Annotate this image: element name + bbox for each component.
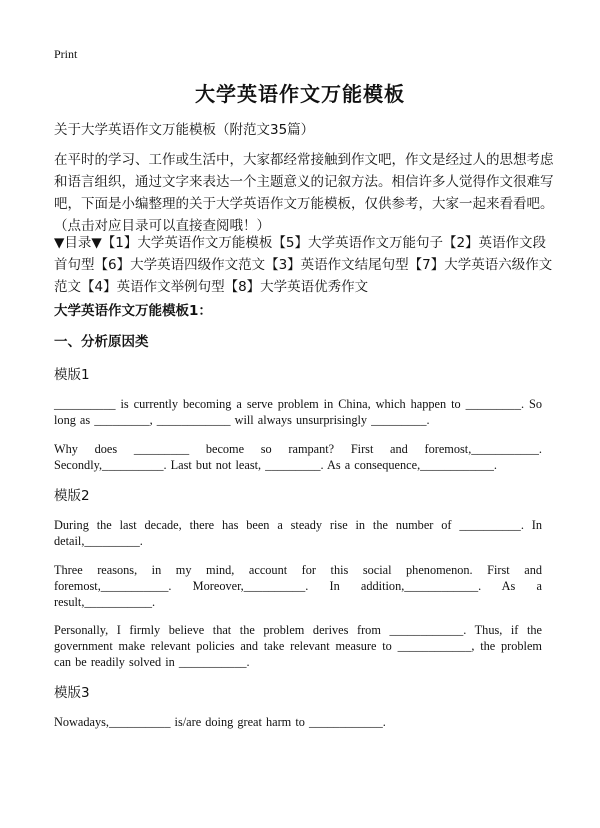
template-3-paragraph-1: Nowadays,__________ is/are doing great harm to ____________. [54, 715, 386, 729]
table-of-contents: ▼目录▼【1】大学英语作文万能模板【5】大学英语作文万能句子【2】英语作文段首句型【6】大学英语四级作文范文【3】英语作文结尾句型【7】大学英语六级作文范文【4】英语作文举例句型【8】大学英语优秀作文 [54, 235, 553, 295]
print-label: Print [54, 47, 78, 61]
template-1-paragraph-1: __________ is currently becoming a serve problem in China, which happen to _________. So long as _________, ____________ will always unsurprisingly _________. [54, 397, 542, 427]
intro-paragraph: 在平时的学习、工作或生活中，大家都经常接触到作文吧，作文是经过人的思想考虑和语言组织，通过文字来表达一个主题意义的记叙方法。相信许多人觉得作文很难写吧，下面是小编整理的关于大学英语作文万能模板，仅供参考，大家一起来看看吧。（点击对应目录可以直接查阅哦！） [54, 152, 554, 234]
template-2-paragraph-1: During the last decade, there has been a steady rise in the number of __________. In detail,_________. [54, 518, 542, 548]
document-title: 大学英语作文万能模板 [195, 82, 405, 106]
model-heading: 大学英语作文万能模板1： [54, 303, 212, 319]
template-2-paragraph-2: Three reasons, in my mind, account for this social phenomenon. First and foremost,___________. Moreover,__________. In addition,____________. As a result,___________. [54, 563, 542, 609]
document-subtitle: 关于大学英语作文万能模板（附范文35篇） [54, 122, 315, 138]
template-label-1: 模版1 [54, 367, 90, 383]
template-label-3: 模版3 [54, 685, 90, 701]
template-label-2: 模版2 [54, 488, 90, 504]
template-1-paragraph-2: Why does _________ become so rampant? First and foremost,___________. Secondly,__________. Last but not least, _________. As a consequence,____________. [54, 442, 542, 472]
template-2-paragraph-3: Personally, I firmly believe that the problem derives from ____________. Thus, if the government make relevant policies and take relevant measure to ____________, the problem can be readily solved in ___________. [54, 623, 542, 669]
section-heading: 一、分析原因类 [54, 334, 149, 350]
